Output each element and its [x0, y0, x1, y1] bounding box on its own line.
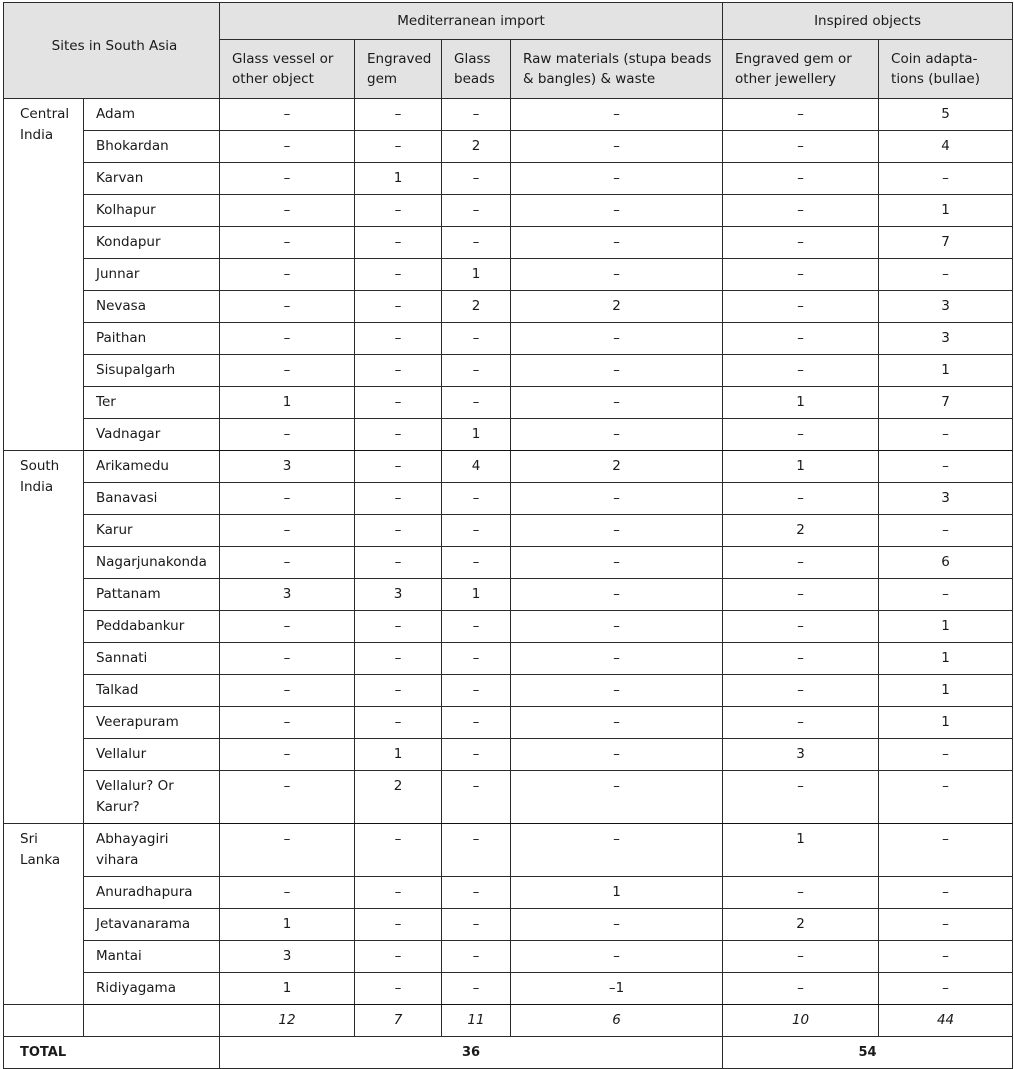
table-row [4, 824, 1013, 877]
cell-value: – [220, 707, 355, 739]
cell-value: – [879, 941, 1013, 973]
cell-value: – [442, 611, 511, 643]
site-name: Kolhapur [84, 195, 220, 227]
cell-value: – [511, 99, 723, 131]
cell-value: 3 [220, 451, 355, 483]
table-row [4, 483, 1013, 515]
column-header: Glass vessel or other object [220, 40, 355, 99]
cell-value: – [723, 195, 879, 227]
column-header: Glass beads [442, 40, 511, 99]
cell-value: – [511, 909, 723, 941]
cell-value: 2 [723, 515, 879, 547]
site-name: Sannati [84, 643, 220, 675]
cell-value: – [511, 771, 723, 824]
cell-value: 1 [723, 387, 879, 419]
cell-value: – [511, 483, 723, 515]
cell-value: 1 [879, 707, 1013, 739]
cell-value: 1 [879, 675, 1013, 707]
table-row [4, 419, 1013, 451]
cell-value: –1 [511, 973, 723, 1005]
cell-value: – [511, 259, 723, 291]
cell-value: – [442, 163, 511, 195]
cell-value: – [723, 355, 879, 387]
cell-value: 2 [442, 131, 511, 163]
table-row [4, 579, 1013, 611]
cell-value: – [511, 547, 723, 579]
table-row [4, 611, 1013, 643]
cell-value: – [879, 515, 1013, 547]
table-row [4, 547, 1013, 579]
table-row [4, 387, 1013, 419]
cell-value: – [879, 824, 1013, 877]
cell-value: – [442, 707, 511, 739]
cell-value: 1 [355, 739, 442, 771]
cell-value: – [355, 419, 442, 451]
cell-value: – [879, 973, 1013, 1005]
cell-value: – [355, 611, 442, 643]
cell-value: – [723, 547, 879, 579]
cell-value: – [879, 739, 1013, 771]
table-row [4, 227, 1013, 259]
cell-value: 1 [442, 259, 511, 291]
cell-value: – [442, 195, 511, 227]
cell-value: – [723, 973, 879, 1005]
site-name: Nevasa [84, 291, 220, 323]
cell-value: – [355, 259, 442, 291]
cell-value: – [879, 877, 1013, 909]
subtotal-value: 6 [511, 1005, 723, 1037]
column-header: Engraved gem or other jewellery [723, 40, 879, 99]
table-row [4, 259, 1013, 291]
site-name: Veerapuram [84, 707, 220, 739]
cell-value: – [442, 387, 511, 419]
cell-value: – [511, 579, 723, 611]
cell-value: – [355, 973, 442, 1005]
cell-value: – [355, 323, 442, 355]
subtotal-blank [84, 1005, 220, 1037]
table-row [4, 99, 1013, 131]
cell-value: – [511, 323, 723, 355]
total-inspired-objects: 54 [723, 1037, 1013, 1069]
subtotal-value: 12 [220, 1005, 355, 1037]
cell-value: – [355, 941, 442, 973]
cell-value: – [879, 579, 1013, 611]
cell-value: – [355, 909, 442, 941]
site-name: Arikamedu [84, 451, 220, 483]
site-name: Paithan [84, 323, 220, 355]
site-name: Nagarjunakonda [84, 547, 220, 579]
cell-value: – [723, 675, 879, 707]
cell-value: – [442, 739, 511, 771]
column-header: Engraved gem [355, 40, 442, 99]
cell-value: – [723, 483, 879, 515]
site-name: Karvan [84, 163, 220, 195]
cell-value: – [723, 941, 879, 973]
cell-value: 2 [723, 909, 879, 941]
subtotal-value: 10 [723, 1005, 879, 1037]
site-name: Talkad [84, 675, 220, 707]
subtotal-blank [4, 1005, 84, 1037]
cell-value: – [442, 973, 511, 1005]
sites-table [3, 2, 1013, 1069]
cell-value: – [442, 355, 511, 387]
cell-value: – [220, 355, 355, 387]
cell-value: – [220, 771, 355, 824]
cell-value: – [355, 355, 442, 387]
cell-value: – [511, 739, 723, 771]
site-name: Vadnagar [84, 419, 220, 451]
cell-value: 1 [723, 824, 879, 877]
cell-value: – [355, 451, 442, 483]
cell-value: – [723, 579, 879, 611]
cell-value: 1 [879, 195, 1013, 227]
sites-header: Sites in South Asia [4, 3, 220, 99]
cell-value: 5 [879, 99, 1013, 131]
region-label: Sri Lanka [4, 824, 84, 1005]
site-name: Peddabankur [84, 611, 220, 643]
table-row [4, 675, 1013, 707]
cell-value: 7 [879, 387, 1013, 419]
cell-value: – [511, 824, 723, 877]
cell-value: – [511, 941, 723, 973]
cell-value: – [723, 291, 879, 323]
cell-value: – [220, 877, 355, 909]
cell-value: – [723, 259, 879, 291]
cell-value: – [355, 643, 442, 675]
cell-value: – [511, 227, 723, 259]
table-row [4, 643, 1013, 675]
cell-value: – [723, 227, 879, 259]
group-header-mediterranean-import: Mediterranean import [220, 3, 723, 40]
site-name: Jetavanarama [84, 909, 220, 941]
table-row [4, 973, 1013, 1005]
site-name: Vellalur [84, 739, 220, 771]
cell-value: – [442, 483, 511, 515]
cell-value: – [879, 909, 1013, 941]
cell-value: 4 [879, 131, 1013, 163]
table-row [4, 515, 1013, 547]
cell-value: 1 [879, 643, 1013, 675]
cell-value: – [442, 323, 511, 355]
cell-value: – [355, 547, 442, 579]
cell-value: 3 [879, 291, 1013, 323]
group-header-inspired-objects: Inspired objects [723, 3, 1013, 40]
cell-value: – [723, 643, 879, 675]
cell-value: – [220, 824, 355, 877]
table-row [4, 707, 1013, 739]
cell-value: – [355, 707, 442, 739]
cell-value: – [511, 707, 723, 739]
cell-value: – [723, 99, 879, 131]
site-name: Ridiyagama [84, 973, 220, 1005]
cell-value: – [355, 227, 442, 259]
cell-value: 1 [723, 451, 879, 483]
cell-value: 1 [220, 387, 355, 419]
table-row [4, 163, 1013, 195]
cell-value: – [511, 163, 723, 195]
cell-value: 1 [511, 877, 723, 909]
cell-value: 1 [355, 163, 442, 195]
subtotal-value: 44 [879, 1005, 1013, 1037]
cell-value: – [220, 163, 355, 195]
cell-value: – [879, 419, 1013, 451]
column-header: Coin adapta-tions (bullae) [879, 40, 1013, 99]
cell-value: – [355, 515, 442, 547]
cell-value: – [442, 909, 511, 941]
cell-value: 3 [220, 941, 355, 973]
cell-value: – [355, 877, 442, 909]
cell-value: – [220, 195, 355, 227]
cell-value: – [511, 131, 723, 163]
site-name: Ter [84, 387, 220, 419]
cell-value: 2 [511, 451, 723, 483]
cell-value: – [442, 515, 511, 547]
table-row [4, 323, 1013, 355]
cell-value: – [511, 611, 723, 643]
cell-value: 3 [879, 323, 1013, 355]
table-row [4, 131, 1013, 163]
cell-value: 2 [511, 291, 723, 323]
cell-value: – [442, 941, 511, 973]
cell-value: 2 [442, 291, 511, 323]
cell-value: – [442, 227, 511, 259]
table-row [4, 195, 1013, 227]
total-row [4, 1037, 1013, 1069]
cell-value: – [723, 611, 879, 643]
cell-value: – [511, 355, 723, 387]
cell-value: – [220, 547, 355, 579]
cell-value: 4 [442, 451, 511, 483]
cell-value: – [442, 675, 511, 707]
cell-value: – [220, 227, 355, 259]
cell-value: – [511, 195, 723, 227]
cell-value: 3 [220, 579, 355, 611]
cell-value: – [511, 515, 723, 547]
table-row [4, 909, 1013, 941]
cell-value: – [220, 643, 355, 675]
cell-value: – [879, 163, 1013, 195]
table-row [4, 941, 1013, 973]
cell-value: – [355, 675, 442, 707]
cell-value: – [879, 451, 1013, 483]
cell-value: 2 [355, 771, 442, 824]
table-row [4, 355, 1013, 387]
cell-value: – [723, 707, 879, 739]
cell-value: – [511, 419, 723, 451]
cell-value: 6 [879, 547, 1013, 579]
cell-value: – [220, 739, 355, 771]
cell-value: 1 [442, 419, 511, 451]
cell-value: 1 [879, 355, 1013, 387]
cell-value: – [879, 771, 1013, 824]
cell-value: – [355, 387, 442, 419]
cell-value: – [511, 387, 723, 419]
cell-value: – [355, 195, 442, 227]
cell-value: – [723, 131, 879, 163]
site-name: Adam [84, 99, 220, 131]
cell-value: – [220, 483, 355, 515]
cell-value: 1 [879, 611, 1013, 643]
cell-value: – [220, 515, 355, 547]
cell-value: – [220, 419, 355, 451]
site-name: Sisupalgarh [84, 355, 220, 387]
site-name: Abhayagiri vihara [84, 824, 220, 877]
cell-value: – [442, 99, 511, 131]
region-label: South India [4, 451, 84, 824]
site-name: Vellalur? Or Karur? [84, 771, 220, 824]
site-name: Banavasi [84, 483, 220, 515]
cell-value: – [511, 643, 723, 675]
table-row [4, 877, 1013, 909]
site-name: Pattanam [84, 579, 220, 611]
cell-value: 3 [723, 739, 879, 771]
site-name: Mantai [84, 941, 220, 973]
table-row [4, 451, 1013, 483]
column-header: Raw materials (stupa beads & bangles) & waste [511, 40, 723, 99]
cell-value: – [355, 131, 442, 163]
cell-value: – [355, 483, 442, 515]
cell-value: 3 [879, 483, 1013, 515]
cell-value: – [220, 99, 355, 131]
cell-value: – [511, 675, 723, 707]
cell-value: 7 [879, 227, 1013, 259]
total-mediterranean-import: 36 [220, 1037, 723, 1069]
table-row [4, 739, 1013, 771]
cell-value: – [355, 824, 442, 877]
site-name: Junnar [84, 259, 220, 291]
cell-value: 1 [442, 579, 511, 611]
subtotal-value: 11 [442, 1005, 511, 1037]
site-name: Kondapur [84, 227, 220, 259]
cell-value: 1 [220, 909, 355, 941]
subtotal-value: 7 [355, 1005, 442, 1037]
cell-value: – [723, 419, 879, 451]
cell-value: – [220, 611, 355, 643]
cell-value: 3 [355, 579, 442, 611]
region-label: Central India [4, 99, 84, 451]
cell-value: – [442, 824, 511, 877]
subtotal-row [4, 1005, 1013, 1037]
cell-value: – [442, 771, 511, 824]
cell-value: – [220, 323, 355, 355]
site-name: Karur [84, 515, 220, 547]
total-label: TOTAL [4, 1037, 220, 1069]
site-name: Anuradhapura [84, 877, 220, 909]
cell-value: – [355, 99, 442, 131]
cell-value: – [220, 259, 355, 291]
site-name: Bhokardan [84, 131, 220, 163]
table-row [4, 291, 1013, 323]
table-row [4, 771, 1013, 824]
cell-value: – [442, 877, 511, 909]
cell-value: – [355, 291, 442, 323]
cell-value: – [723, 877, 879, 909]
cell-value: – [220, 675, 355, 707]
cell-value: – [723, 163, 879, 195]
cell-value: 1 [220, 973, 355, 1005]
cell-value: – [879, 259, 1013, 291]
cell-value: – [220, 131, 355, 163]
cell-value: – [442, 547, 511, 579]
cell-value: – [442, 643, 511, 675]
cell-value: – [723, 323, 879, 355]
cell-value: – [220, 291, 355, 323]
cell-value: – [723, 771, 879, 824]
